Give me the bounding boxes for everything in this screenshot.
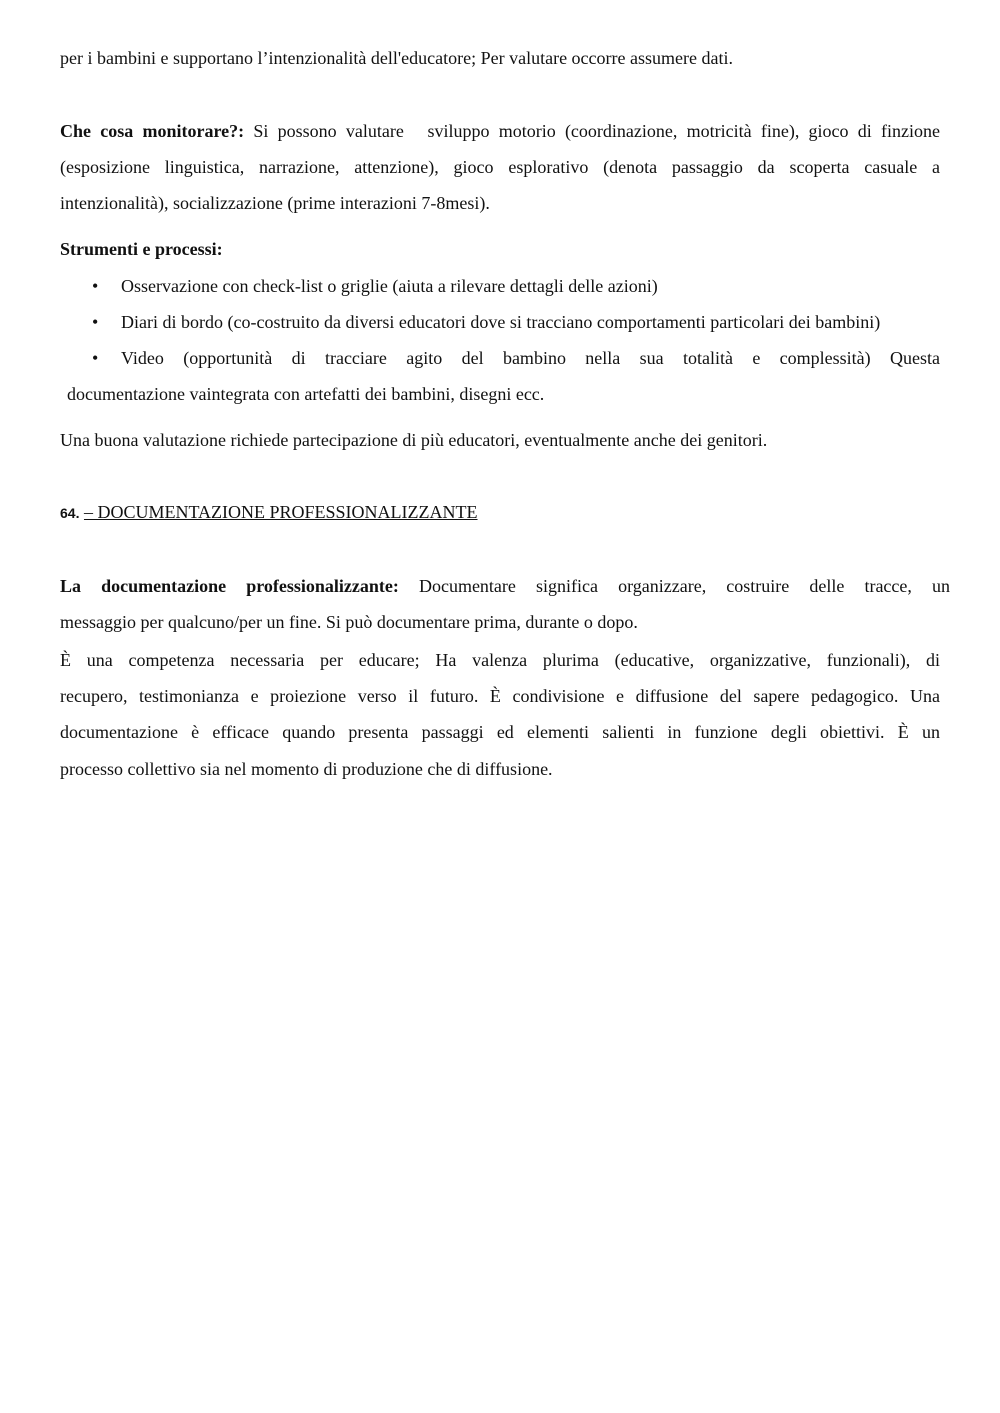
docprof-paragraph-line-1 [60,575,950,597]
docprof-paragraph-line-5: documentazione è efficace quando presenta passaggi ed elementi salienti in funzione degli obiettivi. È un [60,722,940,742]
list-continuation: documentazione vaintegrata con artefatti dei bambini, disegni ecc. [67,384,545,404]
monitor-label: Che cosa monitorare?: [60,121,245,141]
bullet-icon: • [92,348,99,368]
list-item-text: Osservazione con check-list o griglie (aiuta a rilevare dettagli delle azioni) [121,276,658,296]
bullet-icon: • [92,312,99,332]
docprof-paragraph-line-4: recupero, testimonianza e proiezione verso il futuro. È condivisione e diffusione del sapere pedagogico. Una [60,686,940,706]
evaluation-line: Una buona valutazione richiede partecipazione di più educatori, eventualmente anche dei genitori. [60,430,768,450]
docprof-paragraph-line-6: processo collettivo sia nel momento di produzione che di diffusione. [60,759,553,779]
docprof-paragraph-line-2: messaggio per qualcuno/per un fine. Si può documentare prima, durante o dopo. [60,612,638,632]
docprof-paragraph-line-3: È una competenza necessaria per educare; Ha valenza plurima (educative, organizzative, funzionali), di [60,650,940,670]
intro-line: per i bambini e supportano l’intenzionalità dell'educatore; Per valutare occorre assumere dati. [60,48,733,68]
bullet-icon: • [92,276,99,296]
docprof-label: La documentazione professionalizzante: [60,576,399,596]
section-title: – DOCUMENTAZIONE PROFESSIONALIZZANTE [83,502,478,522]
list-item-text: Diari di bordo (co-costruito da diversi educatori dove si tracciano comportamenti particolari dei bambini) [121,312,881,332]
docprof-line-1-text: Documentare significa organizzare, costruire delle tracce, un [418,576,950,596]
monitor-paragraph-line-1 [60,120,940,142]
monitor-paragraph-line-3: intenzionalità), socializzazione (prime interazioni 7-8mesi). [60,193,490,213]
section-number: 64. [60,505,80,521]
monitor-paragraph-line-2: (esposizione linguistica, narrazione, attenzione), gioco esplorativo (denota passaggio da scoperta casuale a [60,157,940,177]
tools-label: Strumenti e processi: [60,239,223,259]
section-heading [60,501,478,524]
list-item-text: Video (opportunità di tracciare agito del bambino nella sua totalità e complessità) Questa [121,348,940,368]
monitor-line-1-text: Si possono valutare sviluppo motorio (coordinazione, motricità fine), gioco di finzione [253,121,940,141]
tools-heading [60,238,223,260]
